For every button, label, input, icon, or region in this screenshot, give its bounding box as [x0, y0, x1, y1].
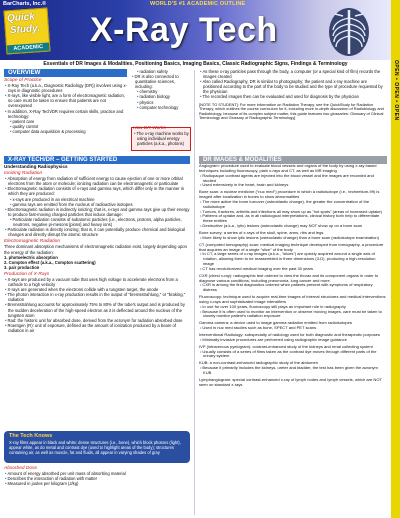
tagline: WORLD'S #1 ACADEMIC OUTLINE — [150, 1, 246, 7]
understanding-heading: Understanding Radiophysics — [4, 164, 68, 169]
page-subtitle: Essentials of DR Images & Modalities, Positioning Basics, Imaging Basics, Classic Radiographic Signs, Findings & Terminology — [43, 61, 348, 67]
list-item: • physics — [131, 100, 191, 105]
list-item: • The recorded images then can be evaluated and used for diagnosis by the physician — [199, 94, 387, 99]
list-item: • In addition, X-Ray Tech/DR requires certain skills, practice and technology: — [4, 109, 128, 119]
bone-scan-entry: Bone scan: a nuclear medicine ("nuc med") procedure in which a radioisotope (i.e., technetium-99) is imaged after localization in bones to show abnormalities — [199, 189, 380, 200]
list-item: • x-rays are produced in an electrical machine — [4, 197, 190, 202]
list-item: • patient care — [4, 119, 128, 124]
tech-knows-title: The Tech Knows — [9, 433, 53, 439]
list-item: • Minimally invasive procedures are performed using radiographic image guidance — [199, 338, 387, 343]
list-item: • DR is also connected to quantitative sciences, including: — [131, 74, 191, 89]
cxr-entry: CXR (chest x-ray): radiographic test ordered to view the thorax and its component organs in order to diagnose various conditions, including pneumonia, lung cancer and more — [199, 272, 379, 283]
list-item: • In use for over 100 years, fluoroscopy still plays an important role in radiography — [199, 305, 387, 310]
absorbed-dose-column — [4, 466, 190, 486]
list-item: • radiation safety — [131, 69, 191, 74]
list-item: • Destructive (a.k.a., lytic) lesions (osteoclastic change) may NOT show up on a bone scan — [199, 224, 387, 229]
list-item: • Bremsstrahlung accounts for approximately 75% to 80% of the tube's output and is produced by the sudden deceleration of the high-speed electron as it is deflected around the nucleus of the tungsten atom — [4, 302, 190, 317]
getting-started-column — [4, 164, 190, 333]
page-title: X-Ray Tech — [90, 11, 278, 49]
em-radiation-heading: Electromagnetic Radiation — [4, 239, 60, 245]
list-item: • The x-ray machine works by using individual energy particles (a.k.a., photons) — [133, 131, 190, 146]
absorbed-dose-heading: Absorbed Dose — [4, 466, 38, 471]
list-item: • Electromagnetic radiation is indirectly ionizing; that is, x-rays and gamma rays give up their energy to produce fast-moving charged particles that induce damage: — [4, 207, 190, 217]
list-item: • In CT, a large series of x-ray images (a.k.a., "slices") are quickly acquired around a single axis of rotation, allowing them to be reassembled in three dimensions (3-D), producing a high-resolution image — [199, 252, 387, 267]
list-item: • Because it primarily includes the kidneys, ureter and bladder, the test has been given the acronym KUB — [199, 366, 387, 376]
list-item: • X-Ray Tech (a.k.a., Diagnostic Radiology (DR)) involves using x-rays in diagnostic procedures — [4, 83, 128, 93]
list-item: • CT has revolutionized medical imaging over the past 30 years — [199, 267, 387, 272]
header-banner — [0, 0, 400, 60]
list-item: • chemistry — [131, 89, 191, 94]
list-item: • radiation biology — [131, 94, 191, 99]
list-item: • Electromagnetic radiation consists of x-rays and gamma rays, which differ only in the manner in which they are produced: — [4, 186, 190, 196]
note-to-student: [NOTE TO STUDENT]: For more information on Radiation Therapy, see the QuickStudy for Radiation Therapy, which outlines the course curriculum for it, including more in-depth discussion of Radiobiology and Radiobiology, because of its complex subject matter, this guide features two glossaries: Glossary of Clinical Terminology and Glossary of Radiographic Terminology] — [199, 101, 384, 121]
column-divider — [194, 70, 195, 515]
fluoroscopy-entry: Fluoroscopy: technique used to acquire real-time images of internal structures and medical interventions using x-rays and sophisticated image intensifiers — [199, 294, 386, 304]
list-item: • Describes the interaction of radiation with matter — [4, 476, 190, 481]
list-item: • Tumors, fractures, arthritis and infections all may show up as "hot spots" (areas of increased uptake) — [199, 210, 387, 215]
em-radiation-text: Three dominant absorption mechanisms of electromagnetic radiation exist, largely depending upon the energy of the radiation: — [4, 244, 187, 255]
list-item: • Measured in joules per kilogram (J/kg) — [4, 481, 190, 486]
list-item: • Used extensively in the heart, brain and kidneys — [199, 183, 387, 188]
list-item: • More likely to show lytic lesions (osteoclastic change) than a bone scan (radioisotope examination) — [199, 236, 387, 241]
dr-images-column — [199, 164, 387, 387]
how-dr-works-heading: How DR Works — [133, 126, 166, 131]
overview-scope-column — [4, 78, 128, 134]
publisher-name: BarCharts, Inc.® — [3, 1, 47, 7]
list-item: • gamma rays are emitted from the nucleus of radioactive isotopes — [4, 202, 190, 207]
list-item: • Amount of energy absorbed per unit mass of absorbing material — [4, 471, 190, 476]
tech-knows-text: X-ray films appear in black and white; dense structures (i.e., bone), which block photons (light), appear white, as do metal and contrast dye (used to highlight areas of the body); structures containing air, as well as muscle, fat and fluids, all appear in varying shades of gray — [9, 440, 181, 455]
tech-knows-box — [4, 431, 190, 463]
how-dr-works-column — [133, 124, 190, 146]
overview-right-column — [199, 69, 387, 121]
kub-entry: KUB: a non-contrast-enhanced radiographic study of the abdomen — [199, 360, 319, 366]
chest-xray-icon — [325, 4, 373, 58]
list-item: • Usually consists of a series of films taken as the contrast dye moves through different parts of the urinary system — [199, 350, 387, 360]
ionizing-heading: Ionizing Radiation — [4, 171, 43, 177]
bone-survey-entry: Bone survey: a series of x-rays of the skull, spine, arms, ribs and legs — [199, 229, 324, 235]
list-item: • Also called Radiography, DR is similar to photography; the patient and x-ray machine are positioned according to the part of the body to be studied and the type of procedure requested by the physician — [199, 79, 387, 94]
logo-academic-text: ACADEMIC — [7, 43, 49, 54]
list-item: • computer technology — [131, 105, 191, 110]
production-heading: Production of X-Rays — [4, 271, 50, 277]
list-item: • Because it is often used to monitor an intervention or observe moving images, care must be taken to closely monitor patient's radiation exposure — [199, 310, 387, 320]
list-item: • As these x-ray particles pass through the body, a computer (or a special kind of film) records the images created — [199, 69, 387, 79]
side-open-strip — [391, 0, 400, 518]
list-item: • Patterns of uptake and, as in all radiological interpretations, clinical history both help to differentiate these entities — [199, 214, 387, 224]
list-item: • X-rays are generated when the electrons collide with a tungsten target, the anode — [4, 287, 190, 292]
lymphangiogram-entry: Lymphangiogram: special contrast-enhanced x-ray of lymph nodes and lymph vessels, which are NOT seen on standard x-rays — [199, 376, 382, 387]
quickstudy-logo — [4, 8, 51, 55]
scope-heading: Scope of Practice — [4, 78, 42, 83]
logo-quick-text: Quick — [6, 11, 36, 25]
side-open-label: OPEN • OPEN • OPEN — [393, 60, 399, 121]
list-item: • Particulate radiation consists of subatomic particles (i.e., electrons, protons, alpha particles, neutrons, negative pi-mesons [pions] and heavy ions) — [4, 217, 190, 227]
list-item: • Absorption of energy from radiation of sufficient energy to cause ejection of one or more orbital electrons from the atom or molecule; ionizing radiation can be electromagnetic or particulate — [4, 176, 190, 186]
dr-images-section-header: DR IMAGES & MODALITIES — [199, 156, 387, 164]
logo-study-text: Study. — [9, 23, 41, 37]
list-item: • The photon interaction in x-ray production results in the output of "bremsstrahlung," or "braking," radiation — [4, 292, 190, 302]
em-list-item: 3. pair production — [4, 264, 40, 270]
angiogram-entry: Angiogram: procedure used to evaluate blood vessels and organs of the body by using x-ray based techniques including fluoroscopy, plain x-rays and CT, as well as MR imaging — [199, 163, 377, 173]
list-item: • X-rays, like visible light, are a form of electromagnetic radiation, so care must be taken to ensure that patients are not overexposed — [4, 93, 128, 108]
getting-started-section-header: X-RAY TECH/DR – GETTING STARTED — [4, 156, 190, 164]
list-item: • Used in nuc med studies such as bone, SPECT and PET scans — [199, 326, 387, 331]
interventional-radiology-entry: Interventional Radiology: subspecialty of radiology used for both diagnostic and therapeutic purposes — [199, 332, 380, 337]
list-item: • The more active the bone turnover (osteoblastic change), the greater the concentration of the radioisotope — [199, 200, 387, 210]
list-item: • Radiopaque contrast agents are injected into the blood vessel and the images are recorded and studied — [199, 174, 387, 184]
list-item: • CXR is among the first diagnostics ordered when patients present with symptoms of respiratory distress — [199, 283, 387, 293]
em-list-item: 1. photoelectric absorption — [4, 254, 58, 260]
list-item: • Rad: the historic unit for absorbed dose, derived from the acronym for radiation absorbed dose — [4, 318, 190, 323]
list-item: • Roentgen (R): unit of exposure, defined as the amount of ionization produced by a beam of radiation in air — [4, 323, 190, 333]
list-item: • quality control — [4, 124, 128, 129]
em-list-item: 2. Compton effect (a.k.a., Compton scattering) — [4, 259, 96, 265]
list-item: • computer data acquisition & processing — [4, 129, 128, 134]
overview-section-header: OVERVIEW — [4, 69, 127, 77]
list-item: • Particulate radiation is directly ionizing; that is, it can potentially produce chemical and biological changes and directly disrupt the atomic structure — [4, 227, 190, 237]
ivp-entry: IVP (intravenous pyelogram): contrast-enhanced study of the kidneys and renal collecting system — [199, 343, 373, 349]
overview-middle-column — [131, 69, 191, 110]
gamma-camera-entry: Gamma camera: a device used to image gamma radiation emitted from radioisotopes — [199, 320, 352, 326]
list-item: • X-rays are produced by a vacuum tube that uses high voltage to accelerate electrons from a cathode to a high velocity — [4, 277, 190, 287]
ct-scan-entry: CT (computed tomography) scan: medical imaging technique developed from tomography, a procedure that acquires an image of a single "slice" of the body — [199, 241, 384, 252]
